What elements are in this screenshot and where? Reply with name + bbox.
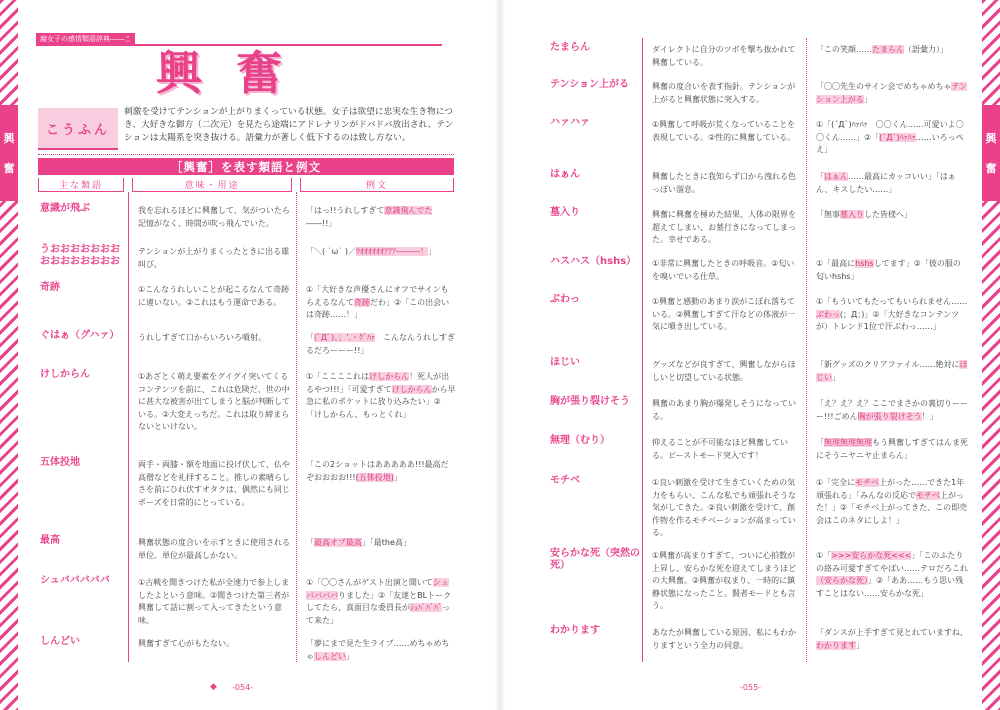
- example-text: ！」: [921, 411, 938, 421]
- entry-example: [816, 119, 968, 157]
- example-text: ①「もういてもたってもいられません……: [816, 297, 968, 306]
- book-gutter: [495, 0, 505, 710]
- entry-meaning: 興奮状態の度合いを示すときに使用される単位。単位が最高しかない。: [138, 538, 290, 560]
- entry-term: 意識が飛ぶ: [40, 203, 90, 214]
- example-highlight: シュババババ: [306, 578, 449, 600]
- side-tab-char: 興: [985, 132, 997, 145]
- example-highlight: （安らかな死）: [816, 576, 868, 585]
- example-text: ①「大好きな声優さんにオフでサインもらえるなんて: [306, 285, 449, 307]
- example-highlight: はぁん: [824, 172, 848, 181]
- entry-term: ぐはぁ（グハァ）: [40, 330, 120, 341]
- example-text: 上がった……できた1年頑張れる」「みんなの反応で: [816, 478, 965, 500]
- example-text: してます」②「彼の服の匂いhshs」: [816, 259, 961, 281]
- example-highlight: ほじい: [816, 360, 968, 382]
- entry-example: [816, 477, 968, 527]
- entry-example: [816, 550, 968, 600]
- entry-example: [816, 359, 968, 384]
- example-text: ①「最高に: [816, 259, 856, 268]
- example-text: 」: [832, 372, 840, 382]
- entry-term: ぶわっ: [550, 294, 580, 305]
- column-divider: [806, 38, 807, 662]
- example-text: 」「このふたりの絡み可愛すぎてやばい……テロだろこれ: [816, 551, 968, 573]
- example-text: ――!!」: [306, 218, 337, 228]
- example-text: 「夢にまで見た生ライブ……めちゃめちゃ: [306, 639, 450, 661]
- example-highlight: テンション上がる: [816, 82, 968, 104]
- entry-meaning: 興奮の度合いを表す指針。テンションが上がると興奮状態に突入する。: [652, 82, 796, 104]
- reading-label: こうふん: [38, 108, 118, 150]
- entry-meaning: 興奮したときに我知らず口から洩れる色っぽい溜息。: [652, 172, 796, 194]
- entry-meaning: 両手・両膝・額を地面に投げ伏して、仏や高僧などを礼拝すること。推しの素晴らしさを前にひれ伏すオタクは、偶然にも同じポーズを日常的にとっている。: [138, 460, 290, 507]
- example-text: ！死人が出るやつ!!!」「可愛すぎて: [306, 372, 450, 394]
- example-highlight: 最高オブ最高: [314, 538, 362, 547]
- example-text: りました」②「友達とBLトークしてたら、真面目な委員長が: [306, 590, 452, 612]
- example-highlight: モチベ: [855, 478, 880, 487]
- entry-example: [306, 537, 456, 550]
- entry-term: 安らかな死（突然の死）: [550, 548, 640, 571]
- entry-meaning: ①興奮と感動のあまり涙がこぼれ落ちている。②興奮しすぎて汗などの体液が一気に噴き出している。: [652, 297, 796, 331]
- entry-example: [816, 209, 968, 222]
- entry-term: 最高: [40, 535, 60, 546]
- example-highlight: 胸が張り裂けそう: [857, 411, 922, 421]
- example-highlight: (´Д`)ﾊｧﾊｧ: [879, 132, 916, 142]
- entry-meaning: あなたが興奮している原因、私にもわかりますという全力の同意。: [652, 628, 796, 650]
- example-text: 」「最the高」: [361, 538, 411, 547]
- example-highlight: わかります: [816, 640, 856, 650]
- series-label: 腐女子の感情類語辞典――こ: [36, 33, 135, 45]
- example-text: 」: [393, 472, 402, 482]
- entry-term: 五体投地: [40, 457, 80, 468]
- entry-term: はぁん: [550, 169, 580, 180]
- entry-term: けしからん: [40, 369, 90, 380]
- entry-term: わかります: [550, 625, 600, 636]
- example-text: 「え？え？え？ここでまさかの裏切りーーー!!!ごめん: [816, 399, 968, 421]
- column-divider: [128, 192, 129, 662]
- example-text: 「この2ショットはあああああ!!!最高だぞおおおお!!!: [306, 460, 449, 482]
- header-example: 例文: [300, 178, 454, 192]
- entry-term: シュバババババ: [40, 575, 110, 586]
- entry-example: [306, 205, 456, 230]
- example-text: (；Д；)」②「大好きなコンテンツが）トレンド1位で汗ぶわっ……」: [816, 309, 960, 331]
- example-text: ……最高にカッコいい」「はぁん、キスしたい……」: [816, 172, 956, 194]
- example-text: ……いろっぺえ」: [816, 132, 964, 154]
- entry-example: [816, 258, 968, 283]
- example-text: 」: [863, 94, 872, 104]
- section-banner: ［興奮］を表す類語と例文: [38, 158, 454, 175]
- entry-example: [816, 171, 968, 196]
- example-text: 「＼( ˙ω˙ )／: [306, 247, 357, 256]
- entry-meaning: テンションが上がりまくったときに出る雄叫び。: [138, 247, 290, 269]
- entry-term: たまらん: [550, 42, 590, 53]
- entry-example: [306, 332, 456, 357]
- right-side-tab: [982, 105, 1000, 201]
- example-text: 「この笑顔……: [816, 45, 872, 54]
- entry-term: 墓入り: [550, 207, 580, 218]
- example-highlight: けしからん: [369, 372, 410, 381]
- entry-meaning: 興奮すぎて心がもたない。: [138, 639, 234, 648]
- example-text: 」②「ああ……もう思い残すことはない……安らかな死」: [816, 576, 964, 598]
- entry-example: [816, 81, 968, 106]
- entry-meaning: ダイレクトに自分のツボを撃ち抜かれて興奮している。: [652, 45, 796, 67]
- entry-meaning: 興奮に興奮を極めた結果、人体の限界を超えてしまい、お墓行きになってしまった。幸せである。: [652, 210, 796, 244]
- example-text: 「はっ!!うれしすぎて: [306, 206, 385, 215]
- entry-meaning: ①非常に興奮したときの呼吸音。②匂いを嗅いでいる仕草。: [652, 259, 795, 281]
- entry-meaning: グッズなどが良すぎて、興奮しながらほしいと切望している状態。: [652, 360, 796, 382]
- definition-text: 刺激を受けてテンションが上がりまくっている状態。女子は欲望に忠実な生き物につき、大好きな御方（二次元）を見たら途端にアドレナリンがドバドバ放出され、テンションは太陽系を突き抜ける。語彙力が著しく低下するのは致し方ない。: [124, 107, 454, 143]
- entry-term: モチベ: [550, 475, 580, 486]
- entry-example: [816, 296, 968, 334]
- entry-example: [816, 437, 968, 462]
- example-text: って来た」: [306, 603, 450, 625]
- example-highlight: しんどい: [314, 651, 346, 661]
- entry-meaning: 我を忘れるほどに興奮して、気がついたら記憶がなく、時間が吹っ飛んでいた。: [138, 206, 290, 228]
- entry-example: [816, 627, 968, 652]
- example-text: から早急に私のポケットに放り込みたい」②「けしからん、もっとくれ」: [306, 384, 456, 419]
- example-highlight: 墓入り: [840, 210, 864, 219]
- entry-example: [306, 459, 456, 484]
- example-text: ①「ここここれは: [306, 372, 370, 381]
- entry-term: ハァハァ: [550, 117, 590, 128]
- page-number-left: -054-: [232, 683, 254, 692]
- entry-term: 無理（むり）: [550, 435, 610, 446]
- column-divider: [296, 192, 297, 662]
- example-text: 」: [428, 247, 437, 256]
- example-text: した皆様へ」: [864, 210, 912, 219]
- example-text: 「無事: [816, 210, 840, 219]
- example-highlight: たまらん: [872, 45, 904, 54]
- example-highlight: モチベ: [916, 490, 940, 500]
- example-text: こんなんうれしすぎるだろーーー!!」: [306, 333, 456, 355]
- example-text: 「: [816, 438, 824, 447]
- example-text: 「: [306, 538, 314, 547]
- example-highlight: >>>安らかな死<<<: [831, 551, 912, 560]
- entry-example: [816, 44, 968, 57]
- example-highlight: 奇跡: [354, 297, 370, 307]
- example-text: 「: [816, 172, 824, 181]
- definition-divider: [38, 154, 454, 155]
- example-highlight: ｼｭﾊﾞﾊﾞﾊﾞ: [410, 603, 442, 612]
- example-highlight: ｳｵｵｵｵｵｵｱｱｱ―――！: [356, 247, 429, 256]
- example-text: だわ」②「この出会いは奇跡……！」: [306, 297, 450, 319]
- entry-example: [816, 398, 968, 423]
- side-tab-char: 奮: [985, 162, 997, 175]
- example-highlight: (五体投地): [355, 472, 394, 482]
- entry-meaning: ①興奮して呼吸が荒くなっていることを表現している。②性的に興奮している。: [652, 120, 796, 142]
- example-highlight: 無理無理無理: [824, 438, 872, 447]
- header-term: 主な類語: [38, 178, 124, 192]
- example-text: 「ダンスが上手すぎて見とれていますね、: [816, 628, 968, 637]
- entry-term: ほじい: [550, 357, 580, 368]
- page-number-right: -055-: [740, 683, 762, 692]
- entry-example: [306, 371, 456, 421]
- entry-term: うおおおおおおおおおおおおおおお: [40, 244, 120, 267]
- example-highlight: 意識飛んでた: [384, 206, 433, 215]
- entry-meaning: 抑えることが不可能なほど興奮している。ビーストモード突入です！: [652, 438, 788, 460]
- entry-meaning: ①あざとく萌え要素をグイグイ突いてくるコンテンツを前に、これは危険だ、世の中に甚大な被害が出てしまうと脳が判断している。②大変えっちだ。これは取り締まらないといけない。: [138, 372, 290, 431]
- title-char: 興: [156, 46, 202, 100]
- example-text: もう興奮しすぎてはんま死にそうニヤニヤ止まらん」: [816, 438, 968, 460]
- entry-term: しんどい: [40, 636, 80, 647]
- example-text: ①「: [816, 551, 832, 560]
- example-text: 上がった！」②「モチベ上がってきた、この即売会はこのネタにしよ！」: [816, 490, 968, 525]
- entry-meaning: 興奮のあまり胸が爆発しそうになっている。: [652, 399, 796, 421]
- entry-meaning: ①良い刺激を受けて生きていくための気力をもらい、こんな私でも頑張れそうな気がしてきた。②良い刺激を受けて、創作物を作るモチベーションが高まっている。: [652, 478, 796, 537]
- title-char: 奮: [236, 46, 282, 100]
- entry-term: テンション上がる: [550, 79, 630, 90]
- entry-term: 奇跡: [40, 282, 60, 293]
- example-text: 」: [346, 651, 354, 661]
- entry-example: [306, 246, 456, 259]
- entry-example: [306, 638, 456, 663]
- example-highlight: (ﾟДﾟ)、；'.・ｸﾞﾊｧ: [314, 333, 376, 342]
- example-text: ①「完全に: [816, 478, 856, 487]
- example-text: 「新グッズのクリアファイル……絶対に: [816, 360, 960, 369]
- page-ornament: ◆: [210, 682, 217, 692]
- example-text: 「〇〇先生のサイン会でめちゃめちゃ: [816, 82, 952, 91]
- header-meaning: 意味・用途: [132, 178, 292, 192]
- example-text: ①「(´Д`)ﾊｧﾊｧ 〇〇くん……可愛いよ〇〇くん……」②「: [816, 120, 964, 142]
- entry-term: ハスハス（hshs）: [550, 256, 637, 267]
- entry-example: [306, 577, 456, 627]
- page-title: [156, 44, 282, 102]
- entry-term: 胸が張り裂けそう: [550, 396, 630, 407]
- column-divider: [642, 38, 643, 662]
- entry-meaning: ①古戦を聞きつけた私が全速力で参上しましたよという意味。②聞きつけた第三者が興奮して話に割って入ってきたという意味。: [138, 578, 290, 625]
- left-side-tab: [0, 105, 18, 201]
- example-text: 」: [856, 640, 864, 650]
- side-tab-char: 興: [3, 132, 15, 145]
- example-text: （語彙力）」: [904, 45, 948, 54]
- entry-meaning: ①興奮が高まりすぎて、ついに心拍数が上昇し、安らかな死を迎えてしまうほどの大興奮。②興奮が収まり、一時的に鎮静状態になったこと。賢者モードとも言う。: [652, 551, 796, 610]
- entry-meaning: うれしすぎて口からいろいろ噴射。: [138, 333, 266, 342]
- example-highlight: hshs: [855, 259, 874, 268]
- side-tab-char: 奮: [3, 162, 15, 175]
- example-text: 「: [306, 333, 314, 342]
- example-highlight: けしからん: [391, 384, 432, 394]
- entry-example: [306, 284, 456, 322]
- example-highlight: ぶわっ: [816, 309, 840, 319]
- example-text: ①「〇〇さんがゲスト出演と聞いて: [306, 578, 433, 587]
- entry-meaning: ①こんなうれしいことが起こるなんて奇跡に違いない。②これはもう運命である。: [138, 285, 290, 307]
